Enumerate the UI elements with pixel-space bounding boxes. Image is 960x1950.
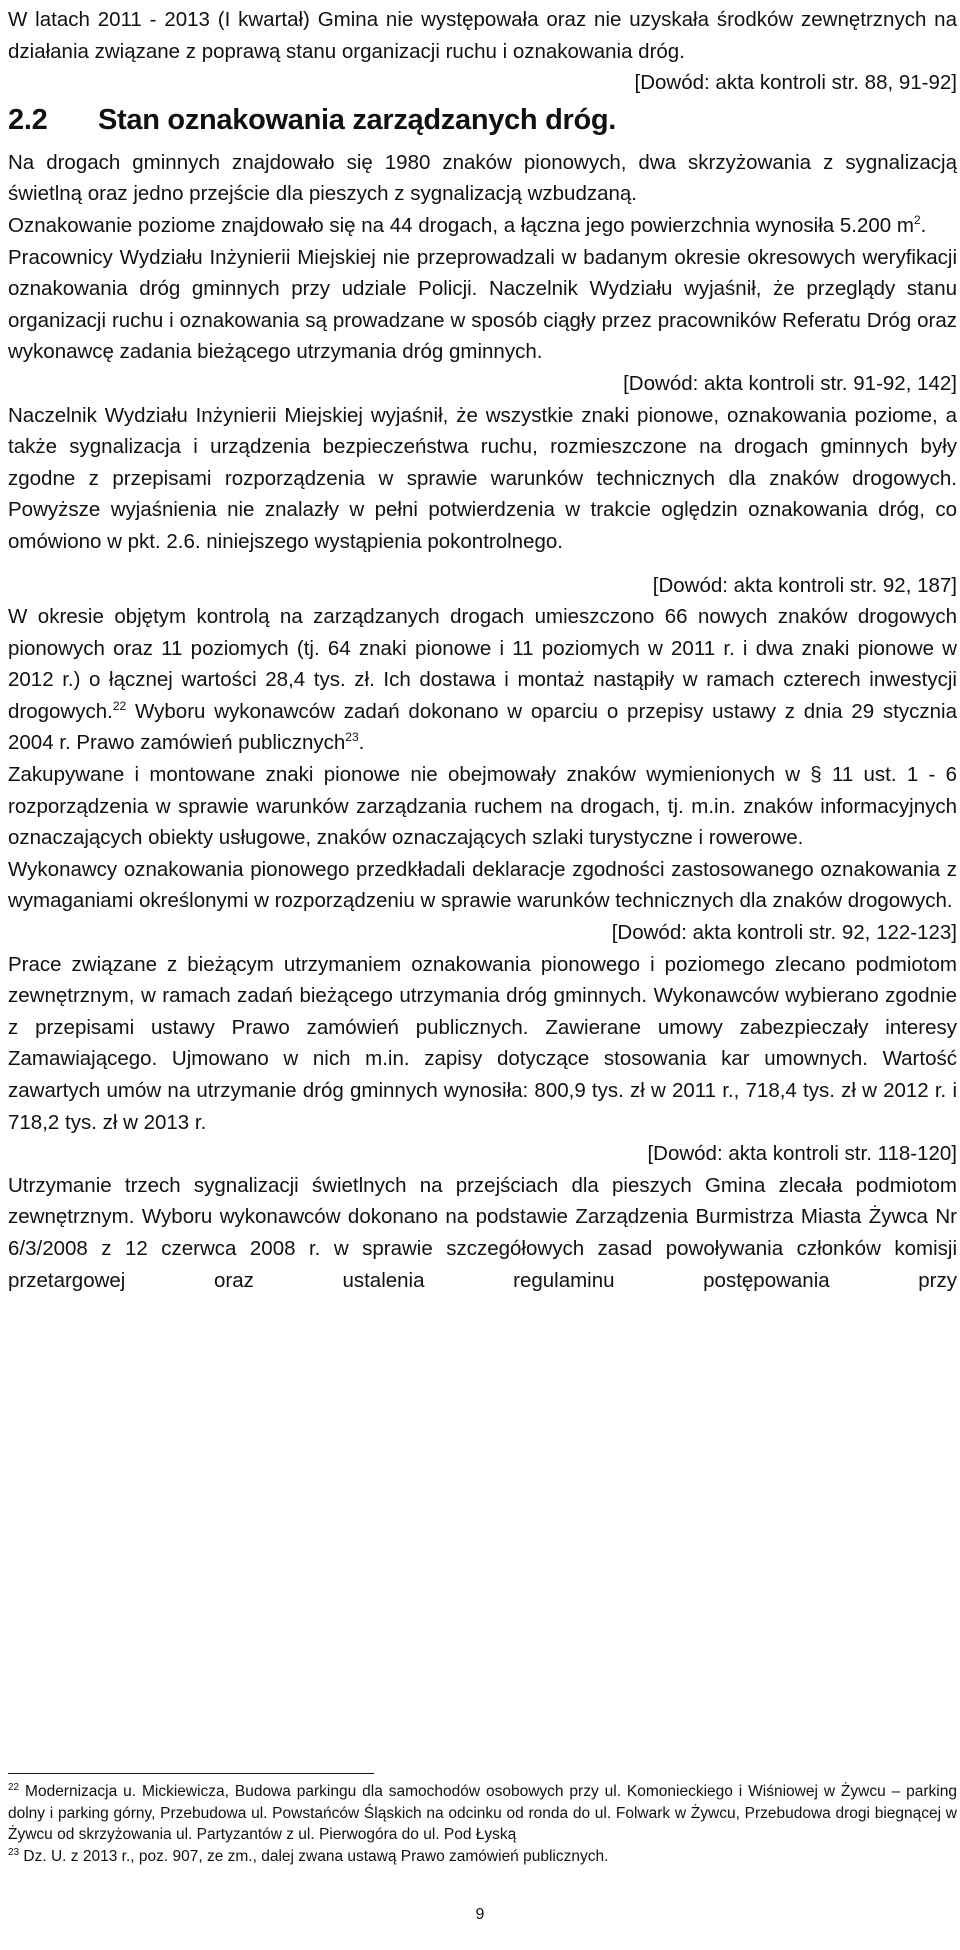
section-heading <box>8 99 957 141</box>
evidence-reference: [Dowód: akta kontroli str. 88, 91-92] <box>634 71 957 95</box>
evidence-reference: [Dowód: akta kontroli str. 92, 122-123] <box>611 921 957 945</box>
paragraph: W okresie objętym kontrolą na zarządzanych drogach umieszczono 66 nowych znaków drogowych pionowych oraz 11 poziomych (tj. 64 znaki pionowe i 11 poziomych w 2011 r. i dwa znaki pionowe w 2012 r.) o łącznej wartości 28,4 tys. zł. Ich dostawa i montaż nastąpiły w ramach czterech inwestycji drogowych.$^{22}$ Wyboru wykonawców zadań dokonano w oparciu o przepisy ustawy z dnia 29 stycznia 2004 r. Prawo zamówień publicznych$^{23}$. <box>8 605 957 755</box>
evidence-reference: [Dowód: akta kontroli str. 118-120] <box>647 1142 957 1166</box>
paragraph: Oznakowanie poziome znajdowało się na 44 drogach, a łączna jego powierzchnia wynosiła 5.200 $m^2$. <box>8 213 927 237</box>
paragraph: Prace związane z bieżącym utrzymaniem oznakowania pionowego i poziomego zlecano podmiotom zewnętrznym, w ramach zadań bieżącego utrzymania dróg gminnych. Wykonawców wybierano zgodnie z przepisami ustawy Prawo zamówień publicznych. Zawierane umowy zabezpieczały interesy Zamawiającego. Ujmowano w nich m.in. zapisy dotyczące stosowania kar umownych. Wartość zawartych umów na utrzymanie dróg gminnych wynosiła: 800,9 tys. zł w 2011 r., 718,4 tys. zł w 2012 r. i 718,2 tys. zł w 2013 r. <box>8 952 957 1134</box>
evidence-reference: [Dowód: akta kontroli str. 91-92, 142] <box>623 371 957 395</box>
paragraph: Naczelnik Wydziału Inżynierii Miejskiej wyjaśnił, że wszystkie znaki pionowe, oznakowania poziome, a także sygnalizacja i urządzenia bezpieczeństwa ruchu, rozmieszczone na drogach gminnych były zgodne z przepisami rozporządzenia w sprawie warunków technicznych dla znaków drogowych. Powyższe wyjaśnienia nie znalazły w pełni potwierdzenia w trakcie oględzin oznakowania dróg, co omówiono w pkt. 2.6. niniejszego wystąpienia pokontrolnego. <box>8 403 957 553</box>
paragraph: Wykonawcy oznakowania pionowego przedkładali deklaracje zgodności zastosowanego oznakowania z wymaganiami określonymi w rozporządzeniu w sprawie warunków technicznych dla znaków drogowych. <box>8 857 957 913</box>
footnote-ref: 22 <box>112 699 127 714</box>
page-number: 9 <box>475 1906 485 1923</box>
footnotes <box>8 1781 957 1867</box>
document-body <box>8 4 957 1296</box>
paragraph: Zakupywane i montowane znaki pionowe nie obejmowały znaków wymienionych w § 11 ust. 1 - 6 rozporządzenia w sprawie warunków zarządzania ruchem na drogach, tj. m.in. znaków informacyjnych oznaczających obiekty usługowe, znaków oznaczających szlaki turystyczne i rowerowe. <box>8 763 957 850</box>
footnote-separator <box>8 1773 374 1774</box>
paragraph: Utrzymanie trzech sygnalizacji świetlnych na przejściach dla pieszych Gmina zlecała podmiotom zewnętrznym. Wyboru wykonawców dokonano na podstawie Zarządzenia Burmistrza Miasta Żywca Nr 6/3/2008 z 12 czerwca 2008 r. w sprawie szczegółowych zasad powoływania członków komisji przetargowej oraz ustalenia regulaminu postępowania przy <box>8 1173 957 1292</box>
paragraph: Pracownicy Wydziału Inżynierii Miejskiej nie przeprowadzali w badanym okresie okresowych weryfikacji oznakowania dróg gminnych przy udziale Policji. Naczelnik Wydziału wyjaśnił, że przeglądy stanu organizacji ruchu i oznakowania są prowadzane w sposób ciągły przez pracowników Referatu Dróg oraz wykonawcę zadania bieżącego utrzymania dróg gminnych. <box>8 245 957 364</box>
intro-paragraph: W latach 2011 - 2013 (I kwartał) Gmina nie występowała oraz nie uzyskała środków zewnętrznych na działania związane z poprawą stanu organizacji ruchu i oznakowania dróg. <box>8 8 957 63</box>
footnote: $^{23}$ Dz. U. z 2013 r., poz. 907, ze zm., dalej zwana ustawą Prawo zamówień publicznych. <box>8 1846 609 1865</box>
paragraph: Na drogach gminnych znajdowało się 1980 znaków pionowych, dwa skrzyżowania z sygnalizacją świetlną oraz jedno przejście dla pieszych z sygnalizacją wzbudzaną. <box>8 150 957 206</box>
footnote-ref: 23 <box>345 730 359 745</box>
section-title: Stan oznakowania zarządzanych dróg. <box>98 103 617 136</box>
evidence-reference: [Dowód: akta kontroli str. 92, 187] <box>652 573 957 597</box>
section-number: 2.2 <box>8 103 48 136</box>
footnote: $^{22}$ Modernizacja u. Mickiewicza, Budowa parkingu dla samochodów osobowych przy ul. Komonieckiego i Wiśniowej w Żywcu – parking dolny i parking górny, Przebudowa ul. Powstańców Śląskich na odcinku od ronda do ul. Folwark w Żywcu, Przebudowa drogi biegnącej w Żywcu od skrzyżowania ul. Partyzantów z ul. Pierwogóra do ul. Pod Łyską <box>8 1781 957 1843</box>
